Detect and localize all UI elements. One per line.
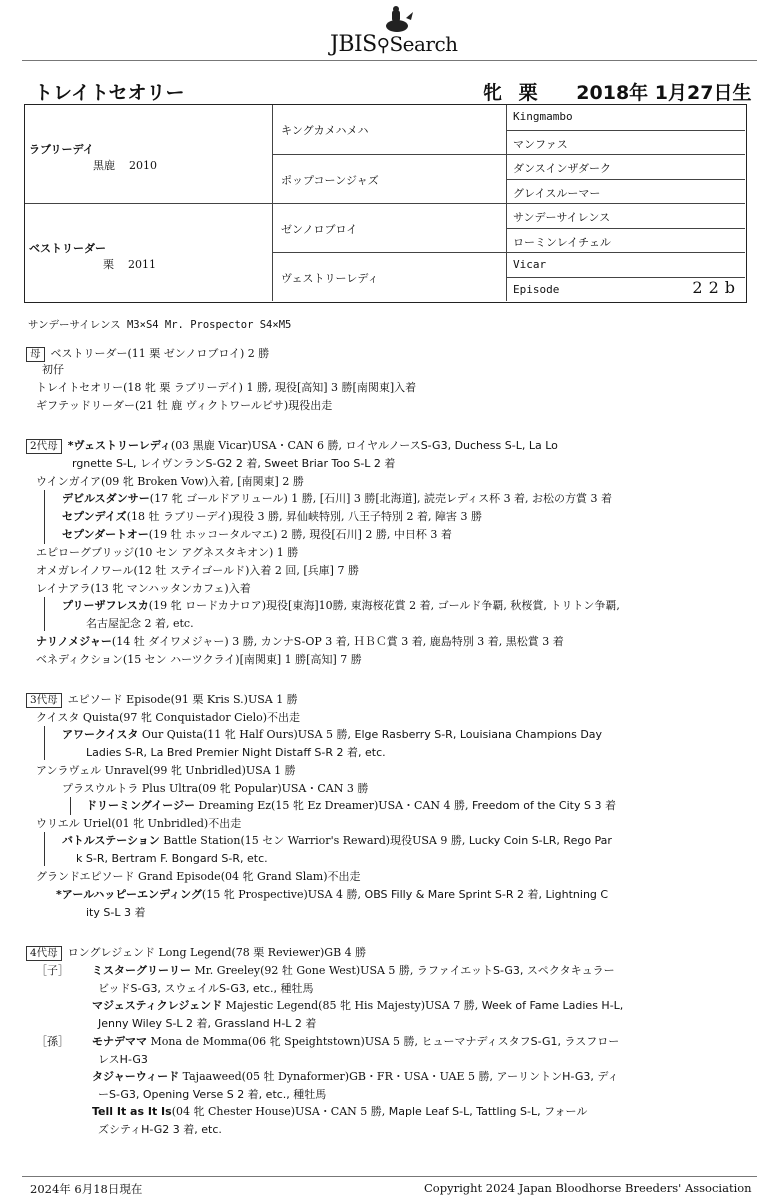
ggs-cell-6[interactable] [507, 228, 745, 252]
horse-rider-icon [380, 6, 414, 34]
footer-divider [22, 1176, 757, 1177]
dam1-label: 母 [26, 347, 45, 362]
ggs-cell-1[interactable] [507, 105, 745, 130]
dam4-line-5[interactable]: モナデママ Mona de Momma(06 牝 Speightstown)USA 5 勝, ヒューマナディスタフS-G1, ラスフロー [92, 1035, 620, 1048]
dam2-label: 2代母 [26, 439, 62, 454]
dam4-line-8: ーS-G3, Opening Verse S 2 着, etc., 種牡馬 [98, 1088, 327, 1101]
ggs-name-2: マンファス [513, 138, 568, 151]
dam3-line-11[interactable]: *アールハッピーエンディング(15 牝 Prospective)USA 4 勝, OBS Filly & Mare Sprint S-R 2 着, Lightning C [56, 888, 609, 901]
dam4-line-0: 4代母 ロングレジェンド Long Legend(78 栗 Reviewer)GB 4 勝 [26, 945, 366, 961]
dam1-line-3: ギフテッドリーダー(21 牡 鹿 ヴィクトワールピサ)現役出走 [36, 399, 333, 412]
ggs-cell-5[interactable] [507, 203, 745, 228]
ggs-name-3: ダンスインザダーク [513, 162, 612, 175]
footer-date: 2024年 6月18日現在 [30, 1182, 143, 1196]
dam3-line-0: 3代母 エピソード Episode(91 栗 Kris S.)USA 1 勝 [26, 692, 298, 708]
ggs-name-4: グレイスルーマー [513, 187, 601, 200]
dam-sire-cell[interactable] [273, 203, 507, 252]
dam2-line-0: 2代母 *ヴェストリーレディ(03 黒鹿 Vicar)USA・CAN 6 勝, ロイヤルノースS-G3, Duchess S-L, La Lo [26, 438, 558, 454]
ggs-name-5: サンデーサイレンス [513, 211, 611, 224]
dam3-line-8[interactable]: バトルステーション Battle Station(15 セン Warrior's Reward)現役USA 9 勝, Lucky Coin S-LR, Rego Par [62, 834, 612, 847]
family-number: 22b [692, 278, 741, 297]
ggs-name-8: Episode [513, 283, 560, 296]
dam2-line-10: 名古屋記念 2 着, etc. [86, 617, 194, 630]
dam1-line-0: 母 ベストリーダー(11 栗 ゼンノロブロイ) 2 勝 [26, 346, 269, 362]
dam2-line-1: rgnette S-L, レイヴンランS-G2 2 着, Sweet Briar Too S-L 2 着 [72, 457, 396, 470]
dam3-line-4: アンラヴェル Unravel(99 牝 Unbridled)USA 1 勝 [36, 764, 296, 777]
pedigree-table [24, 104, 747, 303]
dam4-line-9[interactable]: Tell It as It Is(04 牝 Chester House)USA・CAN 5 勝, Maple Leaf S-L, Tattling S-L, フォール [92, 1105, 588, 1118]
dam1-line-2: トレイトセオリー(18 牝 栗 ラブリーデイ) 1 勝, 現役[高知] 3 勝[南関東]入着 [36, 381, 417, 394]
dam3-line-10: グランドエピソード Grand Episode(04 牝 Grand Slam)不出走 [36, 870, 361, 883]
sire-cell[interactable] [25, 105, 273, 203]
horse-sex: 牝 [483, 82, 503, 104]
dam4-grandchild-label: ［孫］ [36, 1035, 69, 1048]
ggs-cell-4[interactable] [507, 179, 745, 203]
dam3-line-1: クイスタ Quista(97 牝 Conquistador Cielo)不出走 [36, 711, 301, 724]
dam2-branch-line-2 [44, 597, 45, 631]
dam3-line-12: ity S-L 3 着 [86, 906, 146, 919]
sire-info: 黒鹿 2010 [93, 159, 157, 172]
sire-name: ラブリーデイ [29, 143, 94, 156]
dam3-line-6[interactable]: ドリーミングイージー Dreaming Ez(15 牝 Ez Dreamer)USA・CAN 4 勝, Freedom of the City S 3 着 [86, 799, 616, 812]
dam4-line-1[interactable]: ミスターグリーリー Mr. Greeley(92 牡 Gone West)USA 5 勝, ラファイエットS-G3, スペクタキュラー [92, 964, 615, 977]
dam2-line-2: ウインガイア(09 牝 Broken Vow)入着, [南関東] 2 勝 [36, 475, 304, 488]
dam3-line-5: プラスウルトラ Plus Ultra(09 牝 Popular)USA・CAN 3 勝 [62, 782, 369, 795]
sire-sire-name: キングカメハメハ [281, 124, 369, 137]
dam1-line-1: 初仔 [42, 363, 64, 376]
dam-sire-name: ゼンノロブロイ [281, 223, 358, 236]
dam3-line-3: Ladies S-R, La Bred Premier Night Distaff S-R 2 着, etc. [86, 746, 386, 759]
footer-copyright: Copyright 2024 Japan Bloodhorse Breeders' Association [424, 1181, 752, 1195]
dam4-line-3[interactable]: マジェスティクレジェンド Majestic Legend(85 牝 His Majesty)USA 7 勝, Week of Fame Ladies H-L, [92, 999, 624, 1012]
horse-info [483, 78, 761, 105]
dam-dam-name: ヴェストリーレディ [281, 272, 379, 285]
ggs-cell-3[interactable] [507, 154, 745, 179]
dam3-line-2[interactable]: アワークイスタ Our Quista(11 牝 Half Ours)USA 5 勝, Elge Rasberry S-R, Louisiana Champions Day [62, 728, 603, 741]
ggs-name-6: ローミンレイチェル [513, 236, 611, 249]
magnifier-icon: ⚲ [376, 35, 390, 56]
dam-dam-cell[interactable] [273, 252, 507, 301]
logo-text: JBIS⚲Search [330, 32, 458, 57]
jbis-search-logo[interactable] [330, 6, 460, 57]
dam2-line-3[interactable]: デビルスダンサー(17 牝 ゴールドアリュール) 1 勝, [石川] 3 勝[北海道], 読売レディス杯 3 着, お松の方賞 3 着 [62, 492, 613, 505]
ggs-name-1: Kingmambo [513, 110, 573, 123]
dam3-label: 3代母 [26, 693, 62, 708]
dam2-line-8: レイナアラ(13 牝 マンハッタンカフェ)入着 [36, 582, 251, 595]
dam3-branch-line [44, 726, 45, 760]
sire-dam-name: ポップコーンジャズ [281, 174, 379, 187]
ggs-cell-7[interactable] [507, 252, 745, 277]
dam4-line-4: Jenny Wiley S-L 2 着, Grassland H-L 2 着 [98, 1017, 317, 1030]
ggs-cell-8[interactable] [507, 277, 745, 301]
dam3-line-9: k S-R, Bertram F. Bongard S-R, etc. [76, 852, 268, 865]
dam2-line-7: オメガレイノワール(12 牡 ステイゴールド)入着 2 回, [兵庫] 7 勝 [36, 564, 359, 577]
dam2-line-9[interactable]: プリーザフレスカ(19 牝 ロードカナロア)現役[東海]10勝, 東海桜花賞 2 着, ゴールド争覇, 秋桜賞, トリトン争覇, [62, 599, 620, 612]
dam3-line-7: ウリエル Uriel(01 牝 Unbridled)不出走 [36, 817, 242, 830]
dam-cell[interactable] [25, 203, 273, 301]
horse-name: トレイトセオリー [34, 82, 185, 104]
horse-birth: 2018年 1月27日生 [576, 82, 752, 104]
dam4-line-6: レスH-G3 [98, 1053, 148, 1066]
ggs-cell-2[interactable] [507, 130, 745, 154]
sire-dam-cell[interactable] [273, 154, 507, 203]
header-divider [22, 60, 757, 61]
sire-sire-cell[interactable] [273, 105, 507, 154]
dam2-line-5[interactable]: セプンダートオー(19 牡 ホッコータルマエ) 2 勝, 現役[石川] 2 勝, 中日杯 3 着 [62, 528, 452, 541]
dam3-branch-line-2 [70, 797, 71, 815]
dam4-line-2: ビッドS-G3, スウェイルS-G3, etc., 種牡馬 [98, 982, 314, 995]
dam3-branch-line-3 [44, 832, 45, 866]
dam2-line-6: エピローグブリッジ(10 セン アグネスタキオン) 1 勝 [36, 546, 299, 559]
dam-info: 栗 2011 [103, 258, 156, 271]
dam2-line-11[interactable]: ナリノメジャー(14 牡 ダイワメジャー) 3 勝, カンナS-OP 3 着, ＨＢＣ賞 3 着, 鹿島特別 3 着, 黒松賞 3 着 [36, 635, 564, 648]
inbreeding-info: サンデーサイレンス M3×S4 Mr. Prospector S4×M5 [28, 319, 292, 331]
dam2-line-4[interactable]: セプンデイズ(18 牡 ラブリーデイ)現役 3 勝, 昇仙峡特別, 八王子特別 2 着, 障害 3 勝 [62, 510, 483, 523]
dam2-line-12: ベネディクション(15 セン ハーツクライ)[南関東] 1 勝[高知] 7 勝 [36, 653, 362, 666]
dam2-branch-line [44, 490, 45, 544]
horse-color: 栗 [518, 82, 538, 104]
dam4-line-10: ズシティH-G2 3 着, etc. [98, 1123, 222, 1136]
dam4-line-7[interactable]: タジャーウィード Tajaaweed(05 牡 Dynaformer)GB・FR・USA・UAE 5 勝, アーリントンH-G3, ディ [92, 1070, 619, 1083]
ggs-name-7: Vicar [513, 258, 547, 271]
dam-name: ベストリーダー [29, 242, 106, 255]
dam4-label: 4代母 [26, 946, 62, 961]
dam4-child-label: ［子］ [36, 964, 69, 977]
